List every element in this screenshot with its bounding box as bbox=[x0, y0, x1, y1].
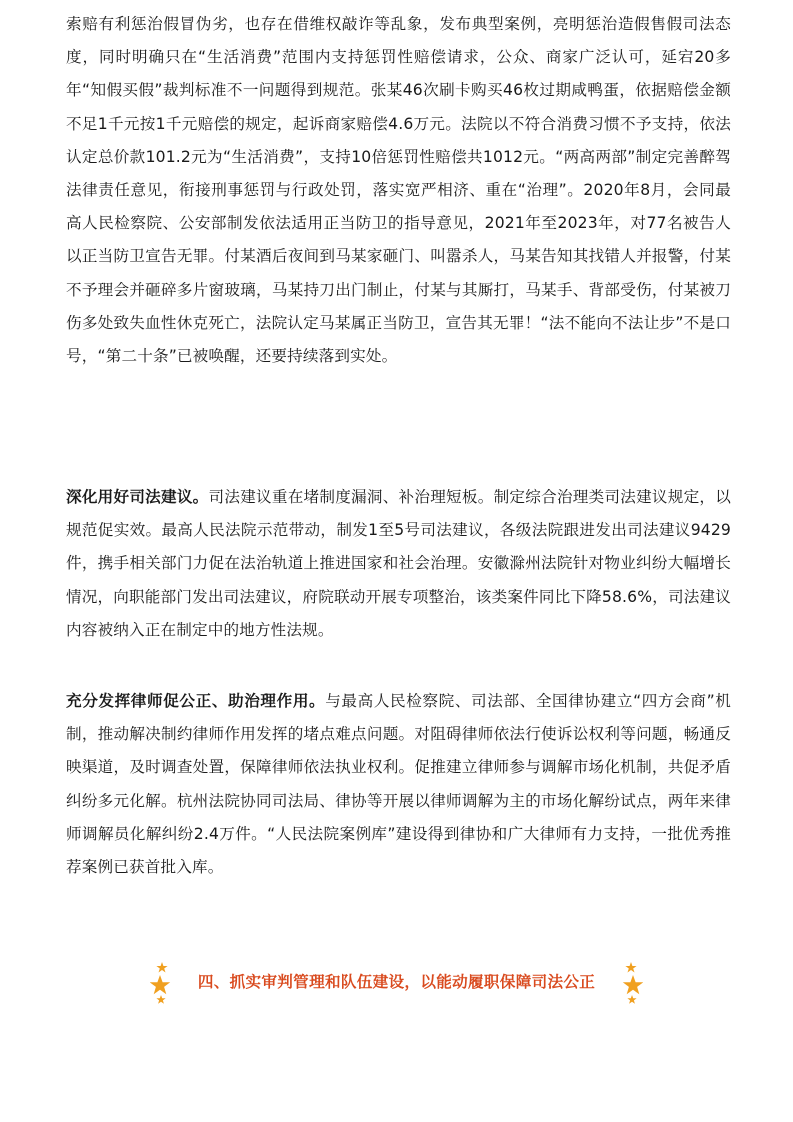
paragraph-body: 司法建议重在堵制度漏洞、补治理短板。制定综合治理类司法建议规定，以规范促实效。最高人民法院示范带动，制发1至5号司法建议，各级法院跟进发出司法建议9429件，携手相关部门力促在法治轨道上推进国家和社会治理。安徽滁州法院针对物业纠纷大幅增长情况，向职能部门发出司法建议，府院联动开展专项整治，该类案件同比下降58.6%，司法建议内容被纳入正在制定中的地方性法规。 bbox=[66, 488, 732, 639]
stars-decoration-icon bbox=[603, 958, 643, 1008]
section-heading-title: 四、抓实审判管理和队伍建设，以能动履职保障司法公正 bbox=[197, 973, 596, 991]
paragraph-lead: 充分发挥律师促公正、助治理作用。 bbox=[66, 692, 326, 710]
paragraph-judicial-suggestions bbox=[66, 481, 731, 647]
paragraph-consumer-rights-self-defense bbox=[66, 8, 731, 373]
section-heading bbox=[150, 958, 643, 1008]
paragraph-body: 与最高人民检察院、司法部、全国律协建立“四方会商”机制，推动解决制约律师作用发挥的堵点难点问题。对阻碍律师依法行使诉讼权利等问题，畅通反映渠道，及时调查处置，保障律师依法执业权利。促推建立律师参与调解市场化机制，共促矛盾纠纷多元化解。杭州法院协同司法局、律协等开展以律师调解为主的市场化解纷试点，两年来律师调解员化解纠纷2.4万件。“人民法院案例库”建设得到律协和广大律师有力支持，一批优秀推荐案例已获首批入库。 bbox=[66, 692, 731, 877]
stars-decoration-icon bbox=[150, 958, 190, 1008]
paragraph-lawyers-role bbox=[66, 685, 731, 884]
paragraph-body: 索赔有利惩治假冒伪劣，也存在借维权敲诈等乱象，发布典型案例，亮明惩治造假售假司法态度，同时明确只在“生活消费”范围内支持惩罚性赔偿请求，公众、商家广泛认可，延宕20多年“知假买假”裁判标准不一问题得到规范。张某46次刷卡购买46枚过期咸鸭蛋，依据赔偿金额不足1千元按1千元赔偿的规定，起诉商家赔偿4.6万元。法院以不符合消费习惯不予支持，依法认定总价款101.2元为“生活消费”，支持10倍惩罚性赔偿共1012元。“两高两部”制定完善醉驾法律责任意见，衔接刑事惩罚与行政处罚，落实宽严相济、重在“治理”。2020年8月，会同最高人民检察院、公安部制发依法适用正当防卫的指导意见，2021年至2023年，对77名被告人以正当防卫宣告无罪。付某酒后夜间到马某家砸门、叫嚣杀人，马某告知其找错人并报警，付某不予理会并砸碎多片窗玻璃，马某持刀出门制止，付某与其厮打，马某手、背部受伤，付某被刀伤多处致失血性休克死亡，法院认定马某属正当防卫，宣告其无罪！“法不能向不法让步”不是口号，“第二十条”已被唤醒，还要持续落到实处。 bbox=[66, 15, 731, 366]
paragraph-lead: 深化用好司法建议。 bbox=[66, 488, 209, 506]
